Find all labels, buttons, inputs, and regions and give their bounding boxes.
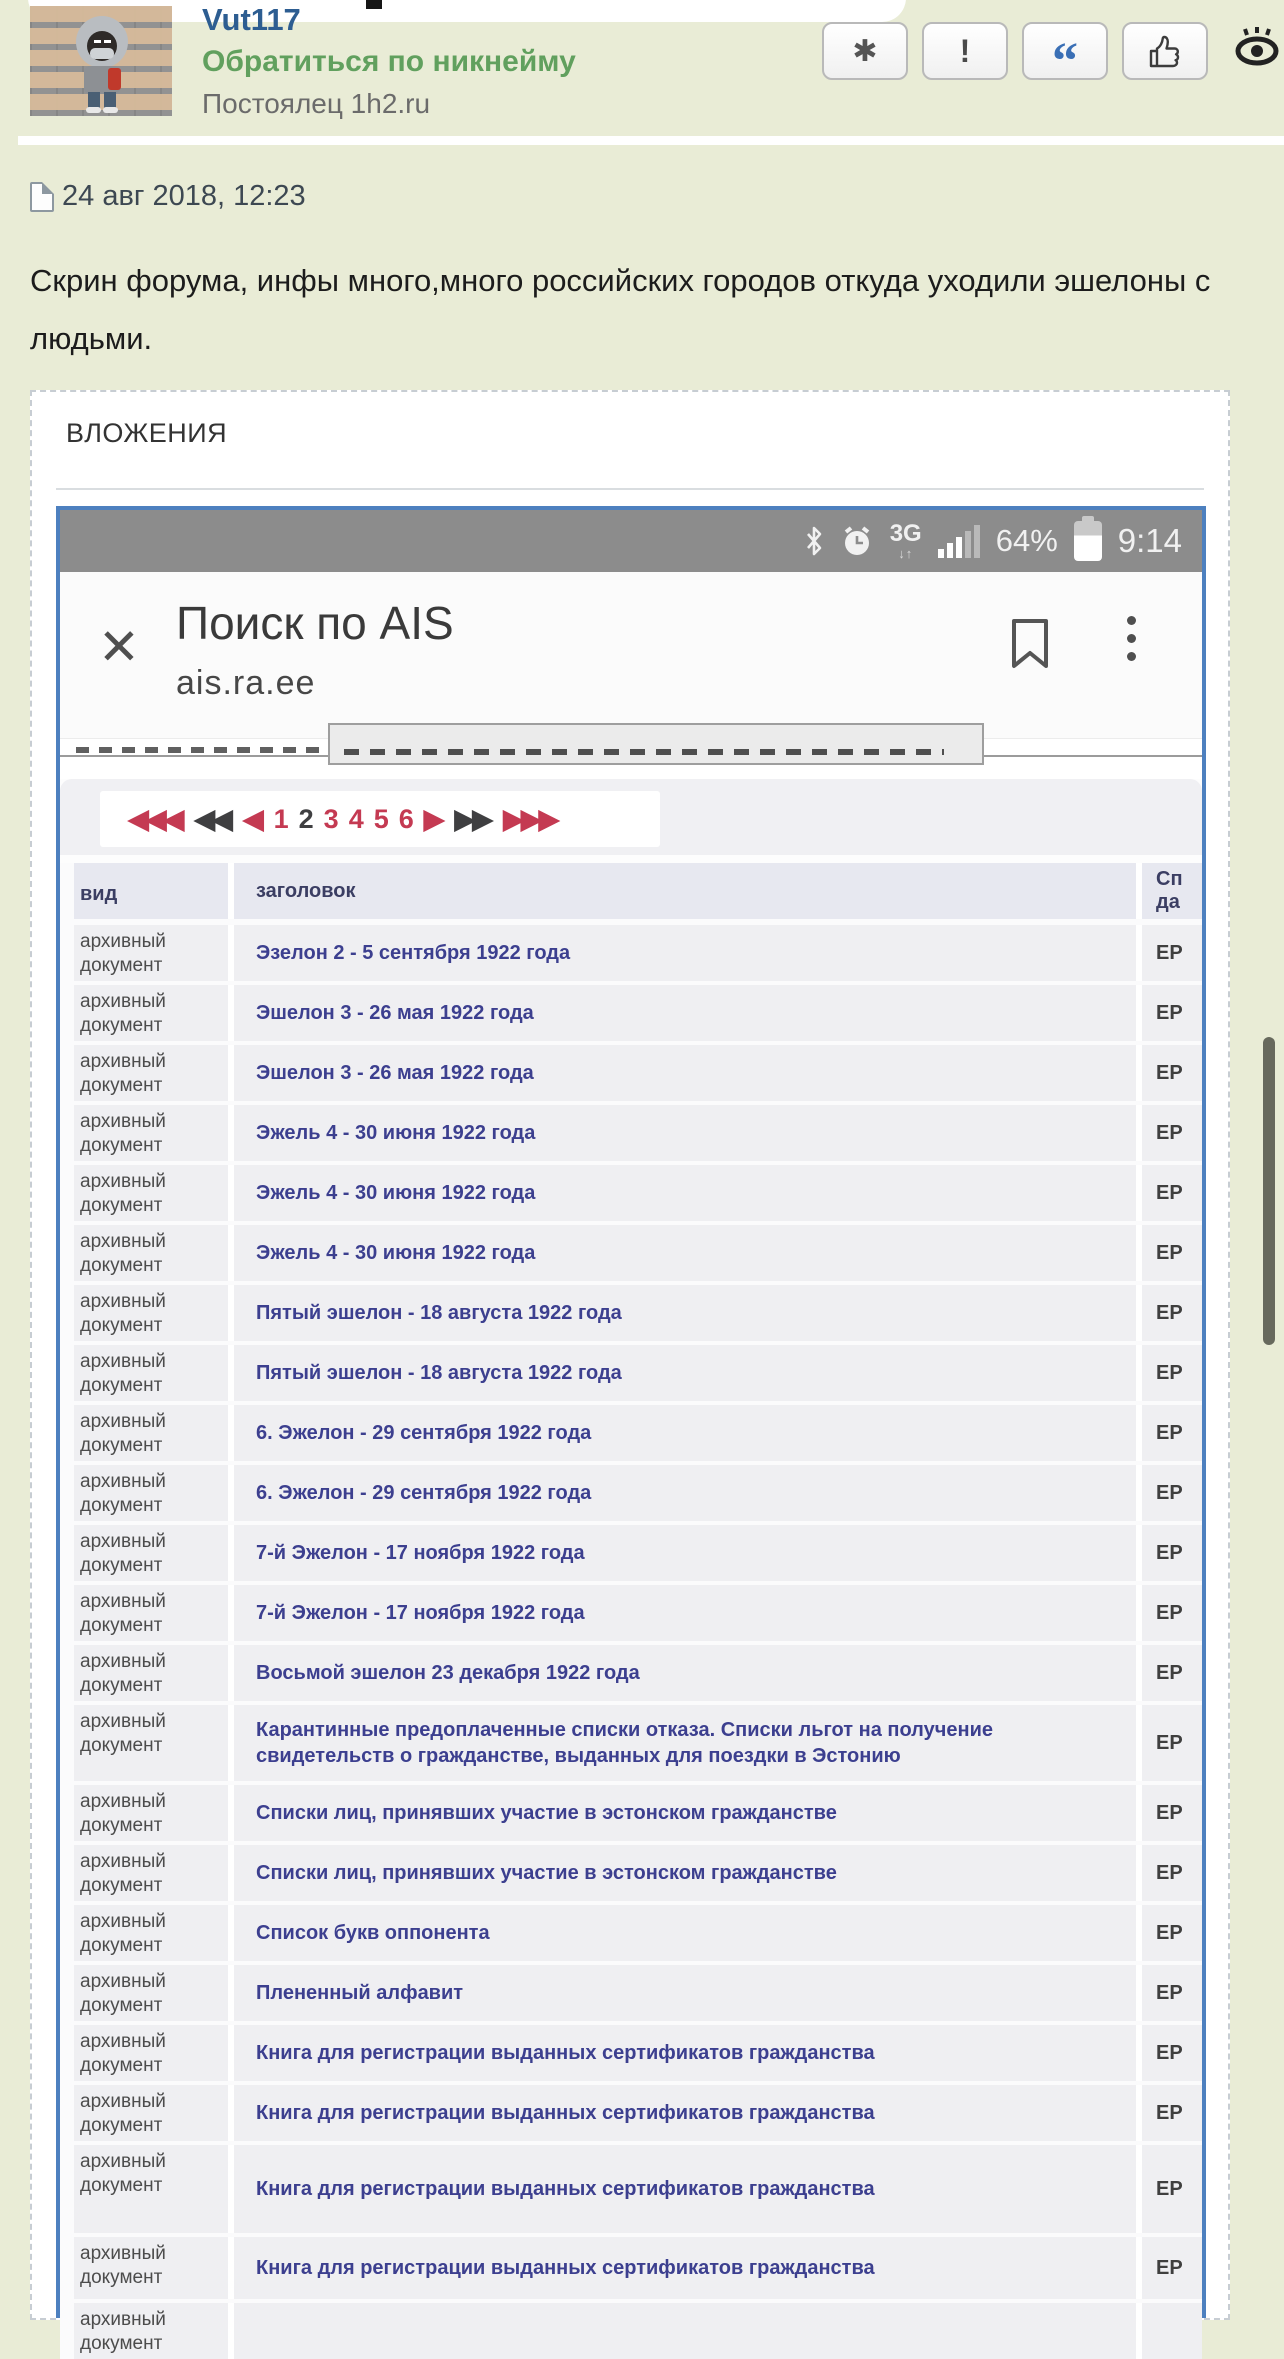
doc-title-link[interactable]: 6. Эжелон - 29 сентября 1922 года	[256, 1482, 592, 1504]
table-row	[74, 2145, 1202, 2233]
spacer	[60, 855, 1202, 863]
network-type-label: 3G	[889, 520, 922, 547]
doc-type-cell: архивный документ	[74, 1045, 234, 1101]
doc-ref-cell-cropped: ЕР	[1156, 1301, 1183, 1324]
doc-type-cell: архивный документ	[74, 1785, 234, 1841]
doc-ref-cell-cropped: ЕР	[1156, 2101, 1183, 2124]
username-link[interactable]: Vut117	[202, 2, 301, 37]
doc-type-cell: архивный документ	[74, 2025, 234, 2081]
doc-type-cell: архивный документ	[74, 1405, 234, 1461]
doc-title-link[interactable]: Эшелон 3 - 26 мая 1922 года	[256, 1002, 534, 1024]
doc-ref-cell-cropped: ЕР	[1156, 1981, 1183, 2004]
doc-title-cell	[234, 1705, 1142, 1781]
table-row	[74, 2085, 1202, 2141]
doc-title-cell	[234, 2145, 1142, 2233]
post-body-text: Скрин форума, инфы много,много российских городов откуда уходили эшелоны с людьми.	[30, 263, 1211, 356]
network-type-indicator	[890, 522, 922, 560]
sort-order-button-cropped[interactable]	[328, 723, 984, 765]
pagination-arrow[interactable]: ◀	[242, 803, 261, 834]
doc-title-link[interactable]: 6. Эжелон - 29 сентября 1922 года	[256, 1422, 592, 1444]
pagination-page-1[interactable]: 1	[273, 803, 286, 834]
doc-title-link[interactable]: Плененный алфавит	[256, 1982, 464, 2004]
table-row	[74, 1525, 1202, 1581]
sort-button-text-remnant	[344, 749, 944, 755]
doc-ref-cell-cropped: ЕР	[1156, 1801, 1183, 1824]
doc-type-cell: архивный документ	[74, 1285, 234, 1341]
doc-title-cell	[234, 2303, 1142, 2359]
avatar[interactable]	[30, 6, 172, 116]
doc-ref-cell-cropped: ЕР	[1156, 1121, 1183, 1144]
post-date-text: 24 авг 2018, 12:23	[62, 180, 306, 212]
like-post-button[interactable]	[1122, 22, 1208, 80]
cut-text-remnant	[366, 0, 382, 9]
doc-title-link[interactable]: 7-й Эжелон - 17 ноября 1922 года	[256, 1602, 585, 1624]
doc-title-link[interactable]: Книга для регистрации выданных сертификатов гражданства	[256, 2257, 875, 2279]
table-row	[74, 1845, 1202, 1901]
quote-icon: “	[1052, 33, 1078, 90]
doc-title-cell	[234, 2025, 1142, 2081]
doc-ref-cell-cropped: ЕР	[1156, 1421, 1183, 1444]
doc-title-cell	[234, 2237, 1142, 2299]
doc-title-cell	[234, 1845, 1142, 1901]
table-row	[74, 1905, 1202, 1961]
pagination-page-2[interactable]: 2	[298, 803, 311, 834]
doc-title-link[interactable]: Список букв оппонента	[256, 1922, 490, 1944]
highlight-post-button[interactable]	[822, 22, 908, 80]
user-rank-label: Постоялец 1h2.ru	[202, 88, 431, 119]
table-row	[74, 2237, 1202, 2299]
doc-type-cell: архивный документ	[74, 925, 234, 981]
report-post-button[interactable]	[922, 22, 1008, 80]
sort-bar-cropped	[60, 739, 1202, 767]
doc-ref-cell-cropped: ЕР	[1156, 1731, 1183, 1754]
doc-type-cell: архивный документ	[74, 1225, 234, 1281]
doc-title-link[interactable]: Пятый эшелон - 18 августа 1922 года	[256, 1362, 622, 1384]
doc-ref-cell-cropped	[1142, 2303, 1202, 2359]
results-table-body	[74, 925, 1202, 2359]
doc-title-cell	[234, 1225, 1142, 1281]
doc-ref-cell-cropped: ЕР	[1156, 1601, 1183, 1624]
doc-title-link[interactable]: Списки лиц, принявших участие в эстонском гражданстве	[256, 1802, 837, 1824]
pagination-page-6[interactable]: 6	[398, 803, 411, 834]
doc-type-cell: архивный документ	[74, 1845, 234, 1901]
table-row	[74, 1405, 1202, 1461]
doc-title-link[interactable]: Эжель 4 - 30 июня 1922 года	[256, 1182, 536, 1204]
doc-title-cell	[234, 1105, 1142, 1161]
thumbs-up-icon	[1145, 31, 1185, 71]
doc-type-cell: архивный документ	[74, 1645, 234, 1701]
table-row	[74, 1785, 1202, 1841]
exclamation-icon: !	[959, 32, 971, 69]
pagination-page-3[interactable]: 3	[323, 803, 336, 834]
doc-type-cell: архивный документ	[74, 1465, 234, 1521]
doc-ref-cell-cropped: ЕР	[1156, 941, 1183, 964]
table-row	[74, 2025, 1202, 2081]
doc-title-cell	[234, 1585, 1142, 1641]
doc-type-cell: архивный документ	[74, 1965, 234, 2021]
doc-title-link[interactable]: Восьмой эшелон 23 декабря 1922 года	[256, 1662, 640, 1684]
table-row	[74, 1645, 1202, 1701]
doc-title-link[interactable]: Книга для регистрации выданных сертификатов гражданства	[256, 2102, 875, 2124]
page-scrollbar-thumb[interactable]	[1263, 1037, 1275, 1345]
attached-screenshot-image[interactable]	[56, 506, 1206, 2354]
close-icon[interactable]: ✕	[98, 619, 140, 675]
browser-page-title: Поиск по AIS	[176, 597, 454, 649]
doc-type-cell: архивный документ	[74, 1905, 234, 1961]
attachments-label: ВЛОЖЕНИЯ	[66, 418, 228, 448]
phone-status-bar	[60, 510, 1202, 572]
doc-type-cell: архивный документ	[74, 1525, 234, 1581]
doc-type-cell: архивный документ	[74, 2237, 234, 2299]
results-toolbar	[60, 779, 1202, 855]
doc-ref-cell-cropped: ЕР	[1156, 1241, 1183, 1264]
spacer	[60, 767, 1202, 779]
table-row	[74, 1465, 1202, 1521]
doc-title-link[interactable]: Эшелон 3 - 26 мая 1922 года	[256, 1062, 534, 1084]
doc-title-link[interactable]: Списки лиц, принявших участие в эстонском гражданстве	[256, 1862, 837, 1884]
doc-title-cell	[234, 1045, 1142, 1101]
doc-ref-cell-cropped: ЕР	[1156, 1361, 1183, 1384]
doc-type-cell: архивный документ	[74, 985, 234, 1041]
doc-ref-cell-cropped: ЕР	[1156, 1661, 1183, 1684]
doc-type-cell: архивный документ	[74, 1105, 234, 1161]
pagination-arrow[interactable]: ◀◀◀	[128, 803, 182, 834]
doc-title-cell	[234, 985, 1142, 1041]
table-row	[74, 1105, 1202, 1161]
doc-title-link[interactable]: 7-й Эжелон - 17 ноября 1922 года	[256, 1542, 585, 1564]
doc-ref-cell-cropped: ЕР	[1156, 1181, 1183, 1204]
doc-title-link[interactable]: Книга для регистрации выданных сертификатов гражданства	[256, 2042, 875, 2064]
doc-title-cell	[234, 1405, 1142, 1461]
clock-label: 9:14	[1117, 522, 1182, 559]
results-table	[60, 863, 1202, 2359]
doc-title-link[interactable]: Книга для регистрации выданных сертификатов гражданства	[256, 2178, 875, 2200]
bluetooth-icon	[804, 525, 824, 557]
table-row	[74, 1585, 1202, 1641]
pagination-page-5[interactable]: 5	[373, 803, 386, 834]
table-row	[74, 1285, 1202, 1341]
doc-type-cell: архивный документ	[74, 1585, 234, 1641]
doc-title-link[interactable]: Карантинные предоплаченные списки отказа. Списки льгот на получение свидетельств о гражданстве, выданных для поездки в Эстонию	[256, 1719, 993, 1767]
post-date	[30, 180, 306, 213]
network-arrows: ↓↑	[898, 546, 914, 561]
signal-strength-icon	[938, 524, 980, 558]
doc-ref-cell-cropped: ЕР	[1156, 1921, 1183, 1944]
contact-by-nickname-link[interactable]: Обратиться по никнейму	[202, 45, 576, 78]
table-row	[74, 925, 1202, 981]
avatar-figure	[54, 8, 150, 116]
pagination-arrow[interactable]: ▶▶	[454, 803, 491, 834]
column-header-type: вид	[74, 863, 234, 919]
doc-ref-cell-cropped: ЕР	[1156, 1001, 1183, 1024]
doc-ref-cell-cropped: ЕР	[1156, 1541, 1183, 1564]
table-row	[74, 1045, 1202, 1101]
battery-icon	[1074, 521, 1102, 561]
table-row	[74, 1965, 1202, 2021]
doc-title-cell	[234, 2085, 1142, 2141]
doc-ref-cell-cropped: ЕР	[1156, 2177, 1183, 2200]
doc-title-cell	[234, 1645, 1142, 1701]
doc-title-cell	[234, 1965, 1142, 2021]
results-table-header	[74, 863, 1202, 919]
doc-title-cell	[234, 1165, 1142, 1221]
attachments-divider	[56, 488, 1204, 490]
pagination-arrow[interactable]: ▶	[423, 803, 442, 834]
doc-ref-cell-cropped: ЕР	[1156, 2041, 1183, 2064]
bookmark-icon[interactable]	[1010, 618, 1050, 675]
doc-title-cell	[234, 1785, 1142, 1841]
doc-ref-cell-cropped: ЕР	[1156, 1861, 1183, 1884]
doc-title-cell	[234, 1905, 1142, 1961]
quote-post-button[interactable]	[1022, 22, 1108, 90]
doc-title-link[interactable]: Пятый эшелон - 18 августа 1922 года	[256, 1302, 622, 1324]
table-row	[74, 1345, 1202, 1401]
post-action-buttons	[822, 22, 1208, 90]
doc-type-cell: архивный документ	[74, 1165, 234, 1221]
pagination	[100, 791, 660, 847]
doc-type-cell: архивный документ	[74, 1345, 234, 1401]
watch-topic-eye-icon[interactable]	[1232, 26, 1282, 71]
doc-title-cell	[234, 1285, 1142, 1341]
doc-title-link[interactable]: Эзелон 2 - 5 сентября 1922 года	[256, 942, 571, 964]
menu-kebab-icon[interactable]	[1127, 616, 1136, 661]
table-row	[74, 1165, 1202, 1221]
pagination-page-4[interactable]: 4	[348, 803, 361, 834]
post-page-icon	[30, 182, 54, 212]
doc-type-cell: архивный документ	[74, 1705, 234, 1781]
doc-title-cell	[234, 1345, 1142, 1401]
column-header-title: заголовок	[256, 879, 356, 902]
doc-title-link[interactable]: Эжель 4 - 30 июня 1922 года	[256, 1242, 536, 1264]
pagination-arrow[interactable]: ▶▶▶	[503, 803, 557, 834]
browser-header	[60, 572, 1202, 739]
column-header-ref-cropped: Сп да	[1156, 868, 1183, 913]
alarm-clock-icon	[840, 524, 874, 558]
attachments-box	[30, 390, 1230, 2354]
doc-title-link[interactable]: Эжель 4 - 30 июня 1922 года	[256, 1122, 536, 1144]
asterisk-icon: ✱	[852, 34, 878, 68]
table-row	[74, 985, 1202, 1041]
doc-title-cell	[234, 1465, 1142, 1521]
doc-title-cell	[234, 925, 1142, 981]
battery-percent-label: 64%	[995, 523, 1058, 558]
doc-ref-cell-cropped: ЕР	[1156, 1061, 1183, 1084]
doc-ref-cell-cropped: ЕР	[1156, 2256, 1183, 2279]
table-row	[74, 1225, 1202, 1281]
table-row	[74, 1705, 1202, 1781]
doc-type-cell: архивный документ	[74, 2085, 234, 2141]
browser-url: ais.ra.ee	[176, 664, 316, 702]
doc-type-cell: архивный документ	[74, 2145, 234, 2233]
doc-title-cell	[234, 1525, 1142, 1581]
doc-ref-cell-cropped: ЕР	[1156, 1481, 1183, 1504]
post-divider	[18, 136, 1284, 145]
doc-type-cell: архивный документ	[74, 2303, 234, 2359]
pagination-arrow[interactable]: ◀◀	[194, 803, 230, 834]
table-row	[74, 2303, 1202, 2359]
